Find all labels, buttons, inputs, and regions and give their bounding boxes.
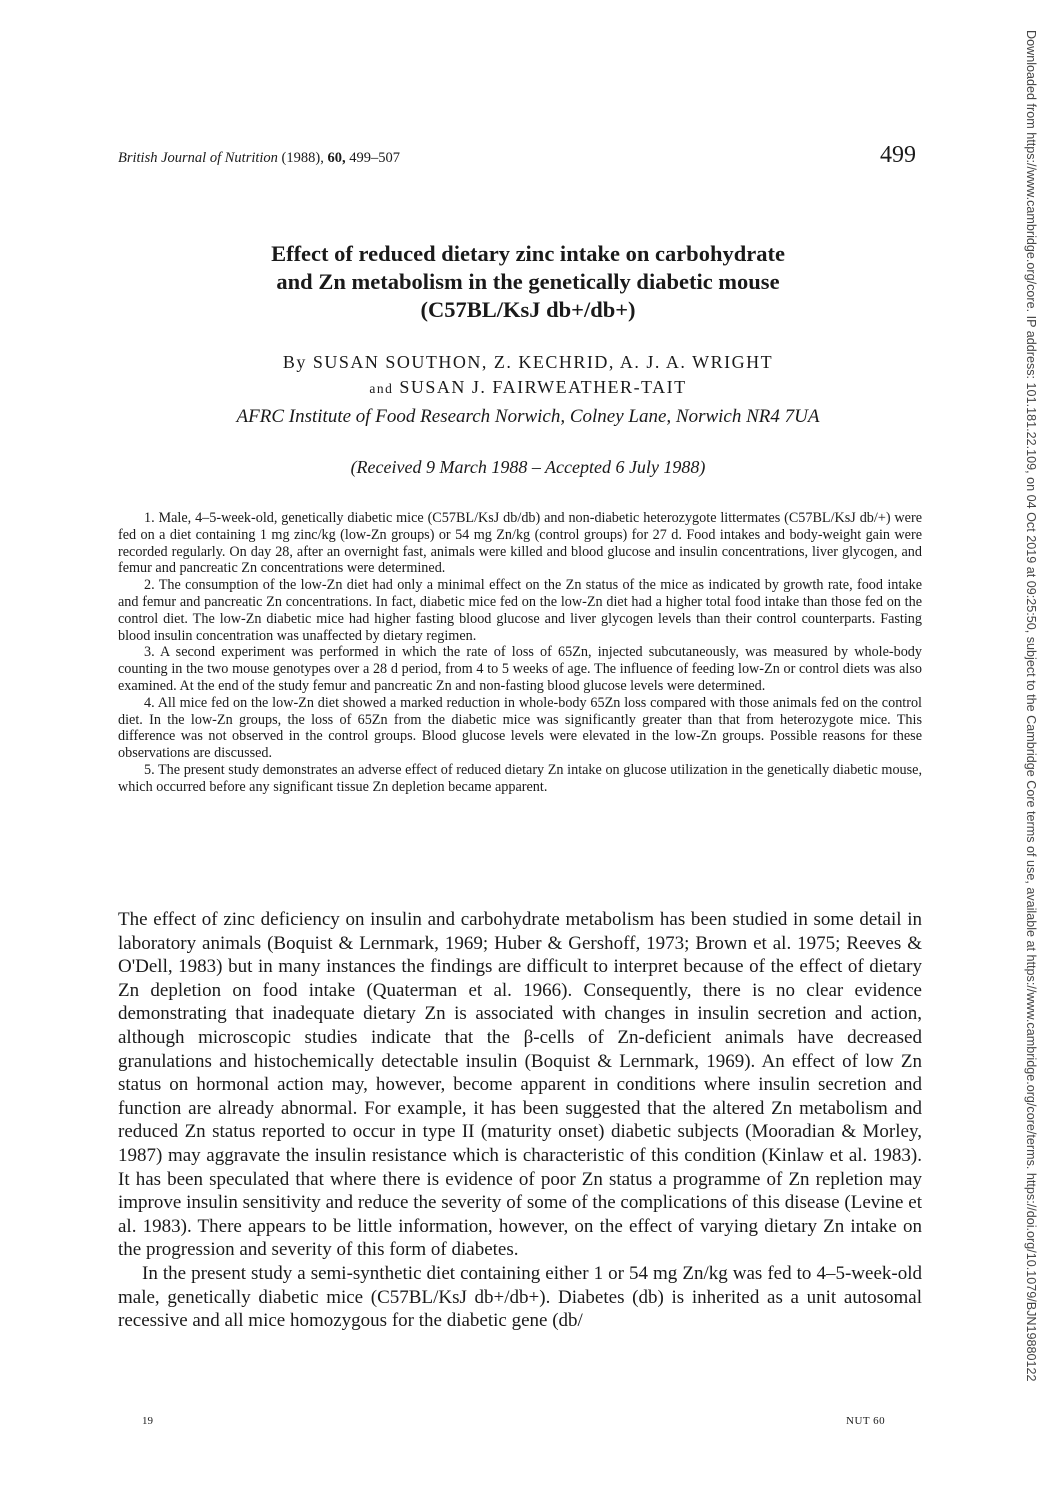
body-paragraph: The effect of zinc deficiency on insulin and carbohydrate metabolism has been studied in some detail in laboratory animals (Boquist & Lernmark, 1969; Huber & Gershoff, 1973; Brown et al. 1975; Reeves & O'Dell, 1983) but in many instances the findings are difficult to interpret because of the effect of dietary Zn depletion on food intake (Quaterman et al. 1966). Consequently, there is no clear evidence demonstrating that inadequate dietary Zn is associated with changes in insulin secretion and action, although microscopic studies indicate that the β-cells of Zn-deficient animals have decreased granulations and histochemically detectable insulin (Boquist & Lernmark, 1969). An effect of low Zn status on hormonal action may, however, become apparent in conditions where insulin secretion and function are already abnormal. For example, it has been suggested that the altered Zn metabolism and reduced Zn status reported to occur in type II (maturity onset) diabetic subjects (Mooradian & Morley, 1987) may aggravate the insulin resistance which is characteristic of this condition (Kinlaw et al. 1983). It has been speculated that where there is evidence of poor Zn status a programme of Zn repletion may improve insulin sensitivity and reduce the severity of some of the complications of this disease (Levine et al. 1983). There appears to be little information, however, on the effect of varying dietary Zn intake on the progression and severity of this form of diabetes. bbox=[118, 909, 922, 1261]
body-paragraph: In the present study a semi-synthetic diet containing either 1 or 54 mg Zn/kg was fed to 4–5-week-old male, genetically diabetic mice (C57BL/KsJ db+/db+). Diabetes (db) is inherited as a unit autosomal recessive and all mice homozygous for the diabetic gene (db/ bbox=[118, 1262, 922, 1332]
author-line-1 bbox=[118, 350, 938, 375]
journal-pages: 499–507 bbox=[349, 150, 400, 166]
abstract-paragraph: 4. All mice fed on the low-Zn diet showed a marked reduction in whole-body 65Zn loss compared with those animals fed on the control diet. In the low-Zn groups, the loss of 65Zn from the diabetic mice was significantly greater than that from heterozygote mice. This difference was not observed in the control groups. Blood glucose levels were elevated in the low-Zn groups. Possible reasons for these observations are discussed. bbox=[118, 694, 922, 762]
download-side-note: Downloaded from https://www.cambridge.org/core. IP address: 101.181.22.109, on 04 Oct 2019 at 09:25:50, subject to the Cambridge Core terms of use, available at https://www.cambridge.org/core/terms. https://doi.org/10.1079/BJN19880122 bbox=[1024, 30, 1038, 1382]
footer-catchword: NUT 60 bbox=[846, 1415, 886, 1427]
abstract-paragraph: 1. Male, 4–5-week-old, genetically diabetic mice (C57BL/KsJ db/db) and non-diabetic heterozygote littermates (C57BL/KsJ db/+) were fed on a diet containing 1 mg zinc/kg (low-Zn groups) or 54 mg Zn/kg (control groups) for 27 d. Food intakes and body-weight gain were recorded regularly. On day 28, after an overnight fast, animals were killed and blood glucose and insulin concentrations, liver glycogen, and femur and pancreatic Zn concentrations were determined. bbox=[118, 510, 922, 577]
author-and: and bbox=[369, 381, 394, 396]
abstract-paragraph: 5. The present study demonstrates an adverse effect of reduced dietary Zn intake on glucose utilization in the genetically diabetic mouse, which occurred before any significant tissue Zn depletion became apparent. bbox=[118, 761, 922, 795]
affiliation: AFRC Institute of Food Research Norwich, Colney Lane, Norwich NR4 7UA bbox=[236, 406, 820, 427]
abstract bbox=[118, 510, 922, 796]
journal-year: (1988), bbox=[281, 150, 324, 166]
title-line-2: and Zn metabolism in the genetically diabetic mouse bbox=[276, 269, 780, 294]
author-line-2 bbox=[118, 375, 938, 401]
title-line-1: Effect of reduced dietary zinc intake on carbohydrate bbox=[271, 241, 785, 266]
article-title bbox=[118, 240, 938, 324]
abstract-paragraph: 3. A second experiment was performed in which the rate of loss of 65Zn, injected subcutaneously, was measured by whole-body counting in the two mouse genotypes over a 28 d period, from 4 to 5 weeks of age. The influence of feeding low-Zn or control diets was also examined. At the end of the study femur and pancreatic Zn and non-fasting blood glucose levels were determined. bbox=[118, 644, 922, 694]
author-names-1: SUSAN SOUTHON, Z. KECHRID, A. J. A. WRIGHT bbox=[312, 352, 774, 372]
author-names-2: SUSAN J. FAIRWEATHER-TAIT bbox=[399, 377, 687, 397]
author-block bbox=[118, 350, 938, 401]
running-head bbox=[118, 150, 400, 167]
footer-signature: 19 bbox=[142, 1415, 153, 1427]
title-line-3: (C57BL/KsJ db+/db+) bbox=[420, 297, 636, 322]
abstract-paragraph: 2. The consumption of the low-Zn diet had only a minimal effect on the Zn status of the mice as indicated by growth rate, food intake and femur and pancreatic Zn concentrations. In fact, diabetic mice fed on the low-Zn diet had a higher total food intake than those fed on the control diet. The low-Zn diabetic mice had higher fasting blood glucose and liver glycogen levels than their control counterparts. Fasting blood insulin concentration was unaffected by dietary regimen. bbox=[118, 577, 922, 644]
journal-volume: 60, bbox=[327, 150, 346, 166]
author-by: By bbox=[282, 352, 307, 372]
page-number: 499 bbox=[880, 142, 916, 168]
received-dates: (Received 9 March 1988 – Accepted 6 July 1988) bbox=[350, 457, 706, 477]
journal-name: British Journal of Nutrition bbox=[118, 150, 278, 166]
body-text bbox=[118, 908, 922, 1333]
